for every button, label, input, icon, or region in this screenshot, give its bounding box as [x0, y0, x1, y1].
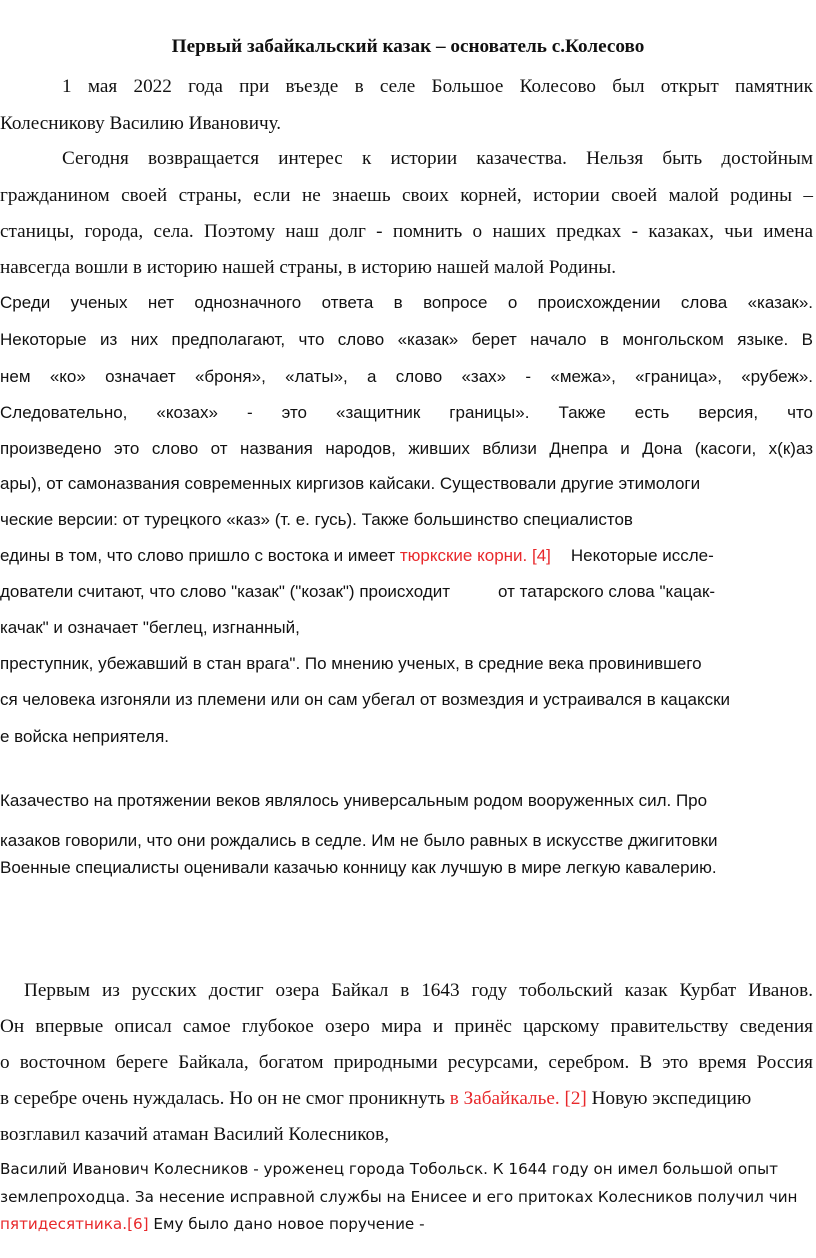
paragraph-3-line-12: ся человека изгоняли из племени или он сам убегал от возмездия и устраивался в кацакски [0, 690, 731, 709]
paragraph-5-line-1: Первым из русских достиг озера Байкал в 1643 году тобольский казак Курбат Иванов. [24, 980, 813, 1001]
paragraph-4-line-1: Казачество на протяжении веков являлось универсальным родом вооруженных сил. Про [0, 791, 708, 810]
paragraph-3-line-11: преступник, убежавший в стан врага". По мнению ученых, в средние века провинившего [0, 654, 702, 673]
paragraph-6-line-2: землепроходца. За несение исправной службы на Енисее и его притоках Колесников получил чин [0, 1188, 798, 1206]
reference-6-link[interactable]: [6] [127, 1215, 149, 1233]
paragraph-3-line-8-text: едины в том, что слово пришло с востока и имеет [0, 546, 400, 565]
paragraph-3-line-9 [0, 582, 813, 602]
pyatidesyatnik-link[interactable]: пятидесятника. [0, 1215, 128, 1233]
paragraph-3-line-8-tail: Некоторые иссле- [570, 546, 714, 565]
paragraph-5-line-4-tail: Новую экспедицию [591, 1088, 752, 1109]
paragraph-2-line-1: Сегодня возвращается интерес к истории казачества. Нельзя быть достойным [62, 148, 813, 169]
paragraph-3-line-3: нем «ко» означает «броня», «латы», а слово «зах» - «межа», «граница», «рубеж». [0, 367, 813, 386]
paragraph-1-line-1: 1 мая 2022 года при въезде в селе Большое Колесово был открыт памятник [62, 76, 813, 97]
reference-2-link[interactable]: [2] [564, 1088, 587, 1109]
paragraph-4-line-2: казаков говорили, что они рождались в седле. Им не было равных в искусстве джигитовки [0, 831, 718, 850]
paragraph-3-line-4: Следовательно, «козах» - это «защитник границы». Также есть версия, что [0, 403, 813, 422]
paragraph-5-line-3: о восточном береге Байкала, богатом природными ресурсами, серебром. В это время Россия [0, 1052, 813, 1073]
paragraph-3-line-7: ческие версии: от турецкого «каз» (т. е. гусь). Также большинство специалистов [0, 510, 633, 529]
reference-4-link[interactable]: [4] [532, 546, 551, 565]
paragraph-3-line-13: е войска неприятеля. [0, 727, 169, 746]
paragraph-3-line-9-tail: от татарского слова "кацак- [498, 582, 716, 601]
paragraph-5-line-4-text: в серебре очень нуждалась. Но он не смог проникнуть [0, 1088, 450, 1109]
paragraph-5-line-2: Он впервые описал самое глубокое озеро мира и принёс царскому правительству сведения [0, 1016, 813, 1037]
paragraph-3-line-8 [0, 546, 813, 566]
paragraph-3-line-10: качак" и означает "беглец, изгнанный, [0, 618, 300, 637]
paragraph-2-line-3: станицы, города, села. Поэтому наш долг - помнить о наших предках - казаках, чьи имена [0, 221, 813, 242]
paragraph-5-line-4 [0, 1088, 813, 1110]
paragraph-3-line-6: ары), от самоназвания современных киргизов кайсаки. Существовали другие этимологи [0, 474, 701, 493]
turkic-roots-link[interactable]: тюркские корни. [399, 546, 528, 565]
paragraph-1-line-2: Колесникову Василию Ивановичу. [0, 113, 282, 134]
paragraph-6-line-1: Василий Иванович Колесников - уроженец города Тобольск. К 1644 году он имел большой опыт [0, 1160, 778, 1178]
paragraph-4-line-3: Военные специалисты оценивали казачью конницу как лучшую в мире легкую кавалерию. [0, 858, 717, 877]
paragraph-3-line-2: Некоторые из них предполагают, что слово «казак» берет начало в монгольском языке. В [0, 330, 813, 349]
paragraph-6-line-3 [0, 1215, 813, 1233]
paragraph-2-line-2: гражданином своей страны, если не знаешь своих корней, истории своей малой родины – [0, 185, 813, 206]
paragraph-6-line-3-text: Ему было дано новое поручение - [153, 1215, 425, 1233]
transbaikalia-link[interactable]: в Забайкалье. [449, 1088, 560, 1109]
paragraph-3-line-5: произведено это слово от названия народов, живших вблизи Днепра и Дона (касоги, х(к)аз [0, 439, 813, 458]
paragraph-3-line-9-text: дователи считают, что слово "казак" ("козак") происходит [0, 582, 451, 601]
paragraph-2-line-4: навсегда вошли в историю нашей страны, в историю нашей малой Родины. [0, 257, 617, 278]
document-title: Первый забайкальский казак – основатель с.Колесово [171, 36, 645, 57]
paragraph-5-line-5: возглавил казачий атаман Василий Колесников, [0, 1124, 390, 1145]
paragraph-3-line-1: Среди ученых нет однозначного ответа в вопросе о происхождении слова «казак». [0, 293, 813, 312]
